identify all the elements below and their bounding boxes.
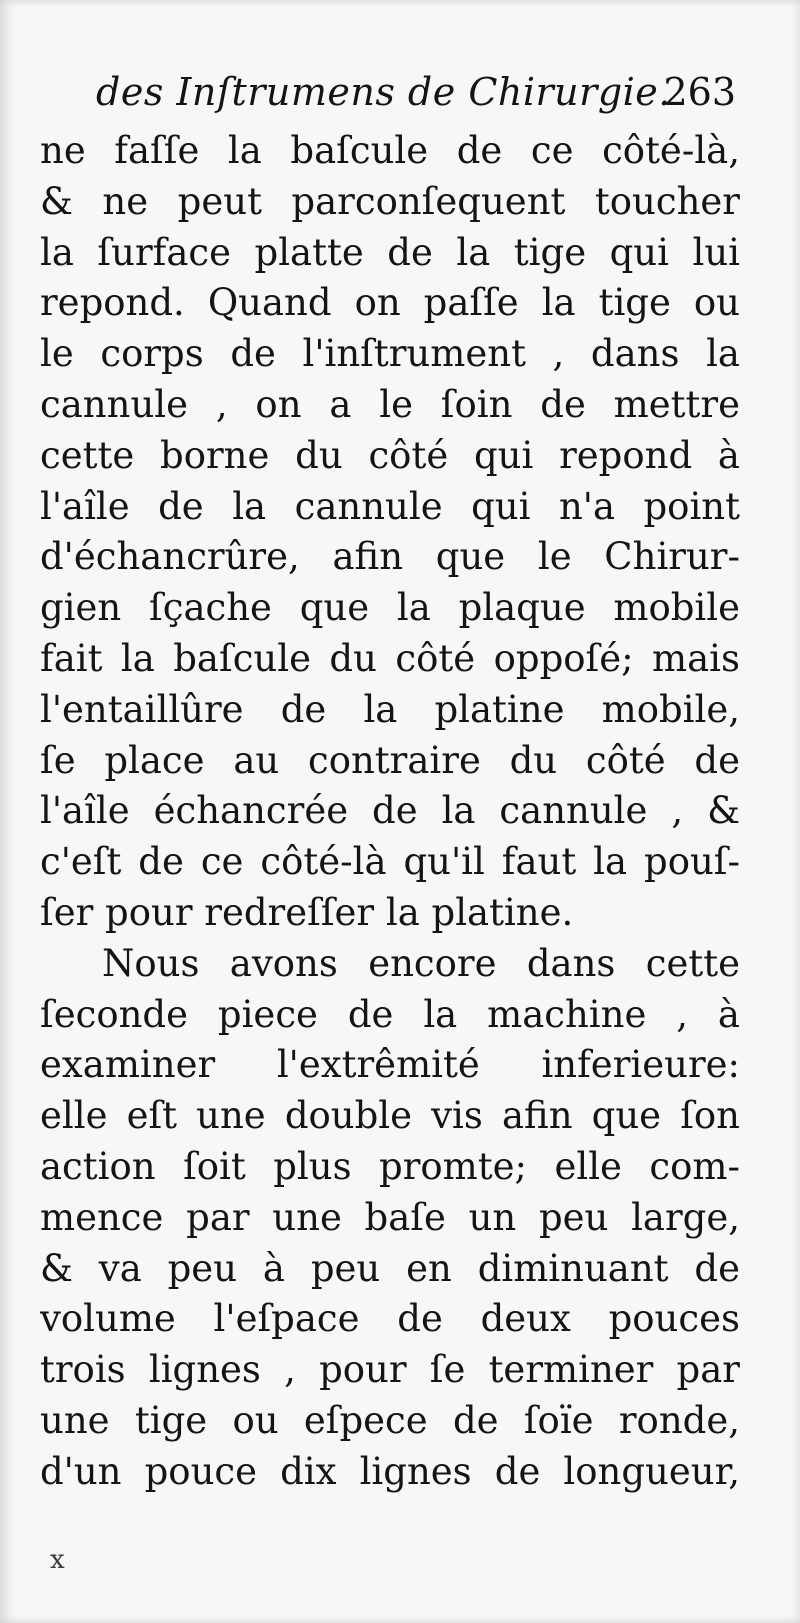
text-line: elle eſt une double vis afin que ſon <box>40 1094 740 1138</box>
text-line: l'aîle échancrée de la cannule , & <box>40 789 740 833</box>
text-line: cannule , on a le ſoin de mettre <box>40 382 740 426</box>
text-line: la ſurface platte de la tige qui lui <box>40 230 740 274</box>
text-line: trois lignes , pour ſe terminer par <box>40 1348 740 1392</box>
page-header <box>96 70 736 126</box>
page-number: 263 <box>663 70 736 114</box>
text-line: cette borne du côté qui repond à <box>40 433 740 477</box>
text-line: action ſoit plus promte; elle com- <box>40 1144 740 1188</box>
text-line: & va peu à peu en diminuant de <box>40 1246 740 1290</box>
text-line: volume l'eſpace de deux pouces <box>40 1297 740 1341</box>
body-text <box>40 126 740 1498</box>
text-line: l'aîle de la cannule qui n'a point <box>40 484 740 528</box>
text-line: gien ſçache que la plaque mobile <box>40 586 740 630</box>
text-line: ſe place au contraire du côté de <box>40 738 740 782</box>
text-line: ne faſſe la baſcule de ce côté-là, <box>40 129 740 172</box>
text-line: Nous avons encore dans cette <box>102 941 740 985</box>
text-line: & ne peut parconſequent toucher <box>40 179 740 223</box>
text-line: une tige ou eſpece de ſoïe ronde, <box>40 1398 740 1442</box>
text-line: ſer pour redreſſer la platine. <box>40 890 574 934</box>
text-line: examiner l'extrêmité inferieure: <box>40 1043 740 1087</box>
text-line: le corps de l'inſtrument , dans la <box>40 332 740 376</box>
text-line: d'échancrûre, afin que le Chirur- <box>40 535 740 579</box>
paragraph <box>40 939 740 1498</box>
text-line: mence par une baſe un peu large, <box>40 1195 740 1239</box>
signature-mark: x <box>50 1545 65 1575</box>
text-line: fait la baſcule du côté oppoſé; mais <box>40 636 740 680</box>
text-line: l'entaillûre de la platine mobile, <box>40 687 740 731</box>
text-line: c'eſt de ce côté-là qu'il faut la pouſ- <box>40 840 740 884</box>
text-line: d'un pouce dix lignes de longueur, <box>40 1449 740 1493</box>
text-line: repond. Quand on paſſe la tige ou <box>40 281 740 325</box>
running-title: des Inſtrumens de Chirurgie. <box>96 70 671 114</box>
paragraph <box>40 126 740 939</box>
text-line: ſeconde piece de la machine , à <box>40 992 740 1036</box>
